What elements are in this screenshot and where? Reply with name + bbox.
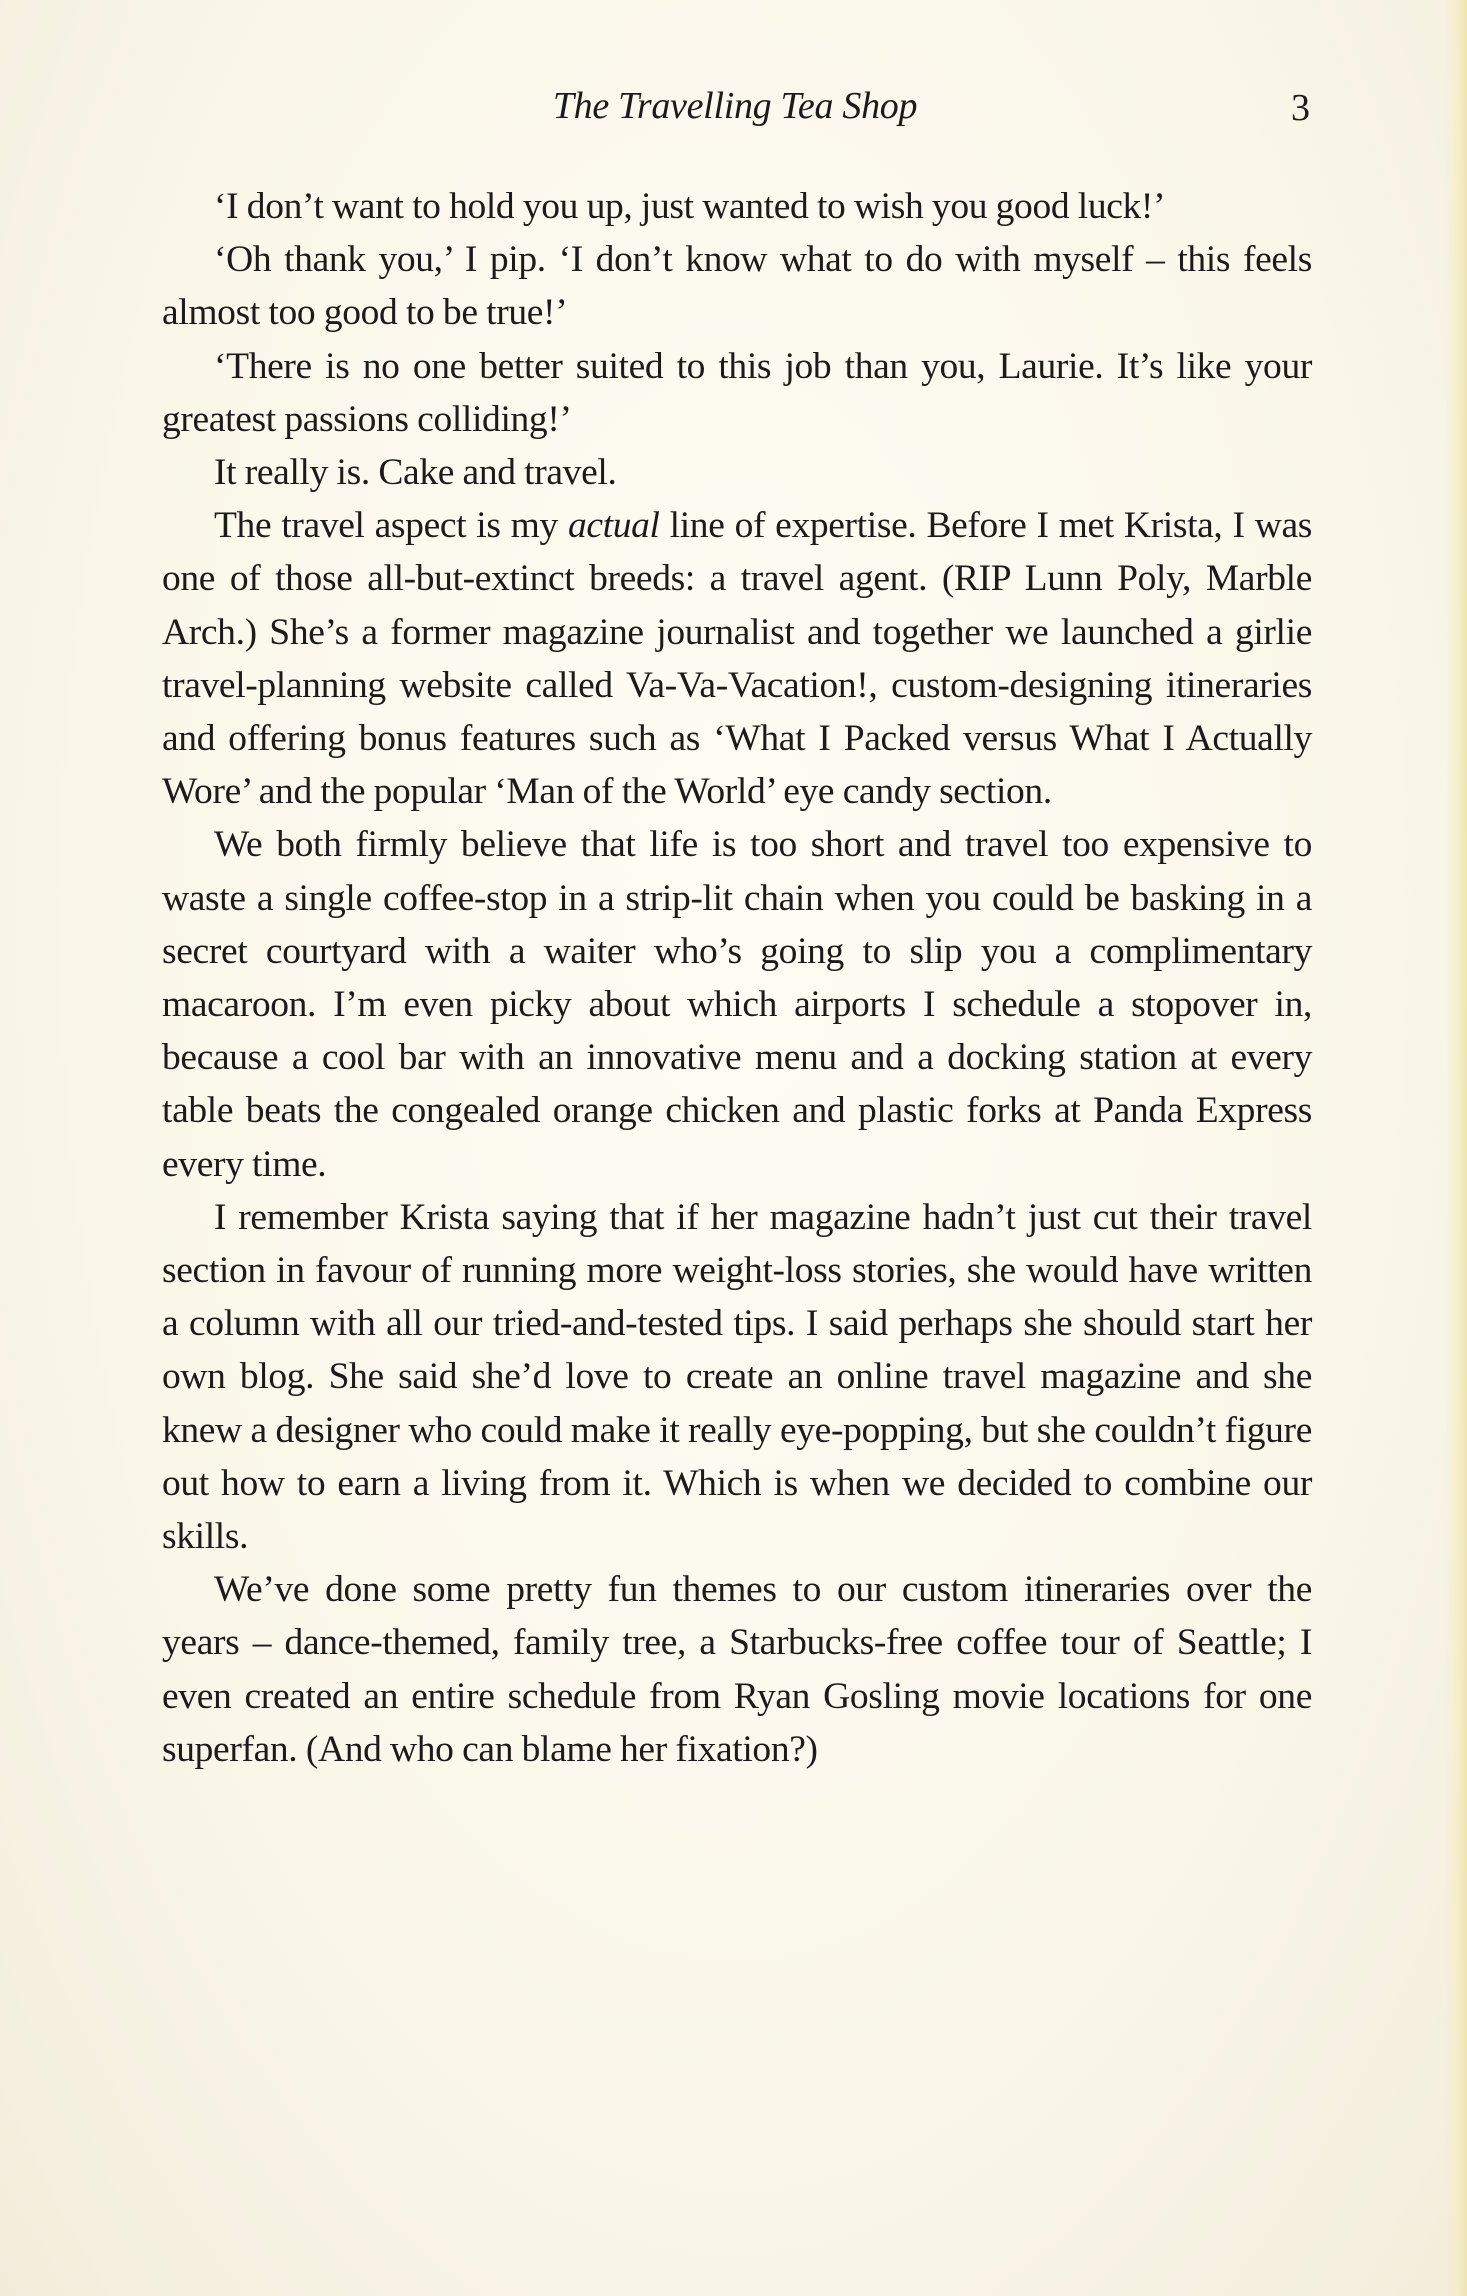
paragraph-2: ‘Oh thank you,’ I pip. ‘I don’t know what to do with myself – this feels almost too good to be true!’ (162, 239, 1312, 334)
paragraph-3: ‘There is no one better suited to this job than you, Laurie. It’s like your greatest passions colliding!’ (162, 345, 1312, 440)
page-number: 3 (1291, 87, 1310, 129)
paragraph-5 (162, 499, 1312, 818)
paragraph-4: It really is. Cake and travel. (214, 452, 617, 494)
paragraph-5-text-before: The travel aspect is my (214, 505, 568, 547)
emphasized-word: actual (567, 505, 660, 547)
paragraph-6: We both firmly believe that life is too short and travel too expensive to waste a single coffee-stop in a strip-lit chain when you could be basking in a secret courtyard with a waiter who’s going to slip you a complimentary macaroon. I’m even picky about which airports I schedule a stopover in, because a cool bar with an innovative menu and a docking station at every table beats the congealed orange chicken and plastic forks at Panda Express every time. (162, 824, 1312, 1185)
running-head-title: The Travelling Tea Shop (552, 85, 918, 127)
paragraph-5-text-after: line of expertise. Before I met Krista, I was one of those all-but-extinct breeds: a travel agent. (RIP Lunn Poly, Marble Arch.) She’s a former magazine journalist and together we launched a girlie travel-planning website called Va-Va-Vacation!, custom-designing itineraries and offering bonus features such as ‘What I Packed versus What I Actually Wore’ and the popular ‘Man of the World’ eye candy section. (162, 505, 1312, 813)
page-edge (1445, 0, 1467, 2296)
body-text (162, 180, 1312, 1776)
paragraph-8: We’ve done some pretty fun themes to our custom itineraries over the years – dance-themed, family tree, a Starbucks-free coffee tour of Seattle; I even created an entire schedule from Ryan Gosling movie locations for one superfan. (And who can blame her fixation?) (162, 1569, 1312, 1770)
paragraph-1: ‘I don’t want to hold you up, just wanted to wish you good luck!’ (214, 186, 1166, 227)
paragraph-7: I remember Krista saying that if her magazine hadn’t just cut their travel section in favour of running more weight-loss stories, she would have written a column with all our tried-and-tested tips. I said perhaps she should start her own blog. She said she’d love to create an online travel magazine and she knew a designer who could make it really eye-popping, but she couldn’t figure out how to earn a living from it. Which is when we decided to combine our skills. (162, 1196, 1312, 1558)
running-head (160, 78, 1310, 138)
